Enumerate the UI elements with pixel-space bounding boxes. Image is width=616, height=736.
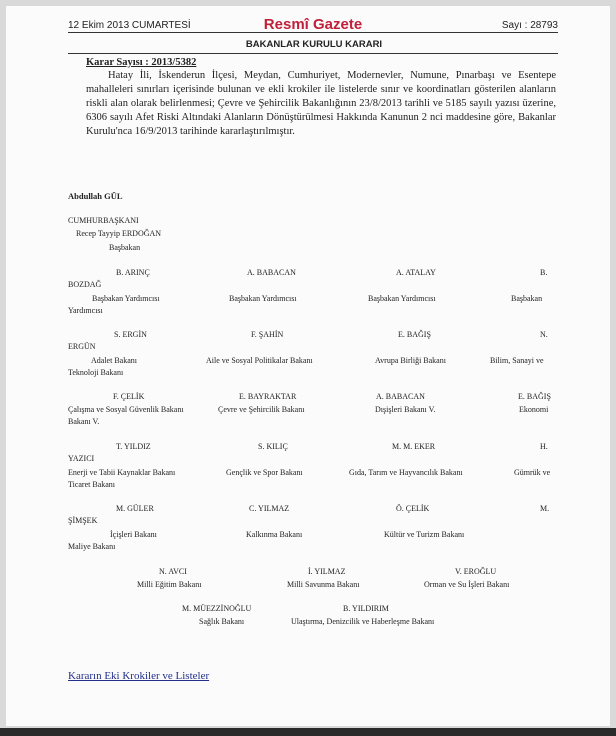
minister-name: Ö. ÇELİK	[396, 504, 430, 513]
minister-name: F. ÇELİK	[113, 392, 145, 401]
section-rule	[68, 53, 558, 54]
minister-name: A. BABACAN	[247, 268, 296, 277]
pm-title: Başbakan	[109, 243, 141, 252]
pm-name: Recep Tayyip ERDOĞAN	[76, 229, 162, 238]
minister-title: Başbakan Yardımcısı	[368, 294, 436, 303]
minister-title: Sağlık Bakanı	[199, 617, 245, 626]
issue-number: Sayı : 28793	[501, 20, 558, 31]
minister-title-wrap: Bakanı V.	[68, 417, 100, 426]
minister-title-wrap: Ticaret Bakanı	[68, 480, 116, 489]
minister-title: Başbakan Yardımcısı	[92, 294, 160, 303]
minister-title: Milli Savunma Bakanı	[287, 580, 360, 589]
minister-title: Çevre ve Şehircilik Bakanı	[218, 405, 305, 414]
minister-title: Enerji ve Tabii Kaynaklar Bakanı	[68, 468, 176, 477]
issue-date: 12 Ekim 2013 CUMARTESİ	[68, 20, 191, 31]
minister-title-wrap: Maliye Bakanı	[68, 542, 116, 551]
minister-title-wrap: Yardımcısı	[68, 306, 103, 315]
minister-name: M.	[540, 504, 550, 513]
minister-name: S. KILIÇ	[258, 442, 288, 451]
minister-title: Başbakan Yardımcısı	[229, 294, 297, 303]
header-rule	[68, 32, 558, 33]
minister-title: Çalışma ve Sosyal Güvenlik Bakanı	[68, 405, 184, 414]
minister-title: Ekonomi	[519, 405, 549, 414]
annex-link[interactable]: Kararın Eki Krokiler ve Listeler	[68, 670, 210, 682]
minister-title-wrap: Teknoloji Bakanı	[68, 368, 124, 377]
minister-name: E. BAYRAKTAR	[239, 392, 297, 401]
minister-name: M. GÜLER	[116, 504, 154, 513]
president-name: Abdullah GÜL	[68, 191, 123, 201]
president-title: CUMHURBAŞKANI	[68, 216, 139, 225]
minister-name: N. AVCI	[159, 567, 187, 576]
minister-title: Adalet Bakanı	[91, 356, 137, 365]
minister-name: E. BAĞIŞ	[518, 392, 551, 401]
minister-title: Dışişleri Bakanı V.	[375, 405, 436, 414]
minister-name: V. EROĞLU	[455, 567, 497, 576]
minister-title: Gıda, Tarım ve Hayvancılık Bakanı	[349, 468, 463, 477]
minister-name-wrap: BOZDAĞ	[68, 280, 102, 289]
minister-name: B.	[540, 268, 548, 277]
minister-name: E. BAĞIŞ	[398, 330, 431, 339]
decision-number: Karar Sayısı : 2013/5382	[86, 57, 197, 68]
decision-body: Hatay İli, İskenderun İlçesi, Meydan, Cumhuriyet, Modernevler, Numune, Pınarbaşı ve Esentepe mahalleleri sınırları içerisinde bulunan ve ekli krokiler ile listelerde sınır ve koordinatları gösterilen alanların riskli alan olarak belirlenmesi; Çevre ve Şehircilik Bakanlığının 23/8/2013 tarihli ve 5185 sayılı yazısı üzerine, 6306 sayılı Afet Riski Altındaki Alanların Dönüştürülmesi Hakkında Kanunun 2 nci maddesine göre, Bakanlar Kurulu'nca 16/9/2013 tarihinde kararlaştırılmıştır.	[86, 70, 556, 138]
minister-name: M. M. EKER	[392, 442, 436, 451]
minister-name-wrap: ERGÜN	[68, 342, 96, 351]
minister-title: Aile ve Sosyal Politikalar Bakanı	[206, 356, 313, 365]
minister-title: Gençlik ve Spor Bakanı	[226, 468, 303, 477]
minister-title: Gümrük ve	[514, 468, 551, 477]
minister-title: Kalkınma Bakanı	[246, 530, 303, 539]
minister-title: İçişleri Bakanı	[110, 530, 157, 539]
minister-name: N.	[540, 330, 548, 339]
minister-title: Ulaştırma, Denizcilik ve Haberleşme Bakanı	[291, 617, 435, 626]
bottom-bar	[0, 728, 616, 736]
gazette-title: Resmî Gazete	[263, 16, 363, 33]
minister-name: S. ERGİN	[114, 330, 147, 339]
minister-name: A. ATALAY	[396, 268, 436, 277]
minister-title: Avrupa Birliği Bakanı	[375, 356, 446, 365]
gazette-page	[6, 6, 610, 726]
minister-name: B. ARINÇ	[116, 268, 150, 277]
minister-title: Kültür ve Turizm Bakanı	[384, 530, 465, 539]
minister-name: H.	[540, 442, 548, 451]
minister-title: Bilim, Sanayi ve	[490, 356, 544, 365]
section-title: BAKANLAR KURULU KARARI	[245, 39, 383, 50]
minister-name-wrap: YAZICI	[68, 454, 95, 463]
minister-title: Başbakan	[511, 294, 543, 303]
minister-title: Orman ve Su İşleri Bakanı	[424, 580, 510, 589]
minister-name: M. MÜEZZİNOĞLU	[182, 604, 252, 613]
minister-name: T. YILDIZ	[116, 442, 151, 451]
minister-name: B. YILDIRIM	[343, 604, 389, 613]
minister-title: Milli Eğitim Bakanı	[137, 580, 202, 589]
minister-name-wrap: ŞİMŞEK	[68, 516, 98, 525]
minister-name: F. ŞAHİN	[251, 330, 284, 339]
minister-name: C. YILMAZ	[249, 504, 290, 513]
minister-name: İ. YILMAZ	[308, 567, 346, 576]
minister-name: A. BABACAN	[376, 392, 425, 401]
